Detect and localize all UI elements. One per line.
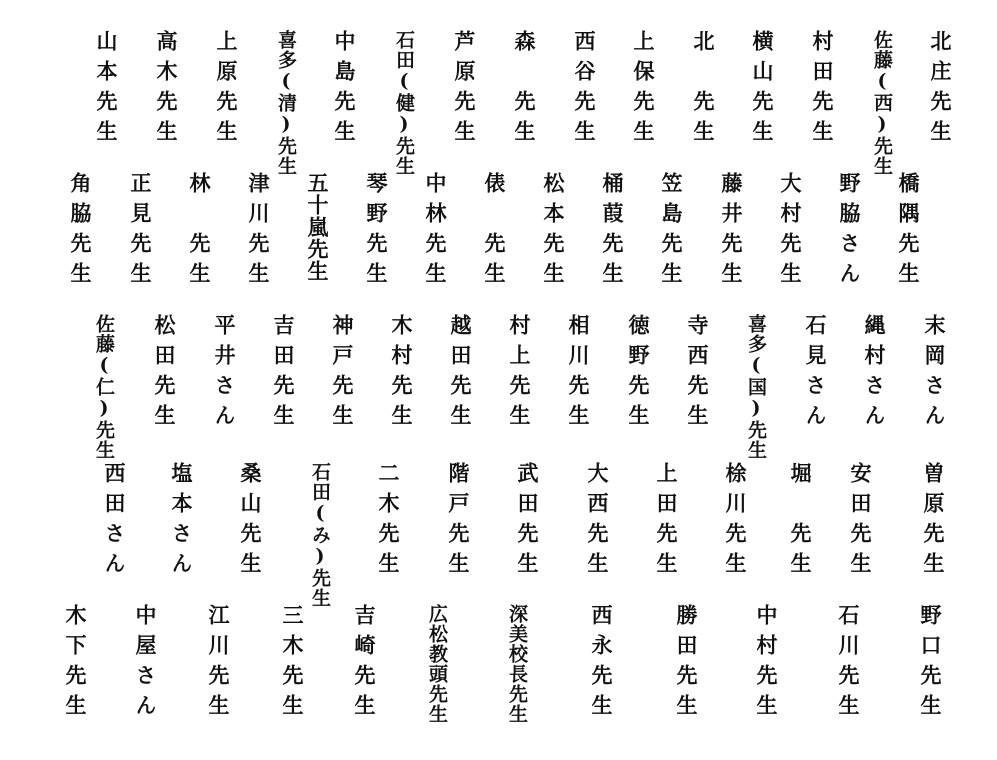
name-entry: 曽原先生 <box>921 462 946 582</box>
name-entry: 堀 先生 <box>788 462 813 582</box>
name-entry: 二木先生 <box>376 462 401 582</box>
name-entry: 上田先生 <box>654 462 679 582</box>
name-row-1 <box>0 30 997 176</box>
name-entry: 上保先生 <box>631 30 656 150</box>
name-entry: 梌川先生 <box>723 462 748 582</box>
name-entry: 西田さん <box>102 462 127 582</box>
name-entry: 五十嵐先生 <box>305 172 330 282</box>
name-entry: 村田先生 <box>810 30 835 150</box>
name-entry: 藤井先生 <box>719 172 744 292</box>
name-entry: 北 先生 <box>691 30 716 150</box>
name-entry: 縄村さん <box>862 314 887 434</box>
name-entry: 大西先生 <box>585 462 610 582</box>
name-entry: 佐藤(西)先生 <box>871 30 893 176</box>
name-entry: 江川先生 <box>206 604 231 724</box>
name-entry: 深美校長先生 <box>506 604 528 724</box>
name-entry: 野口先生 <box>918 604 943 724</box>
name-entry: 西谷先生 <box>572 30 597 150</box>
name-entry: 木下先生 <box>63 604 88 724</box>
name-entry: 村上先生 <box>507 314 532 434</box>
name-entry: 桑山先生 <box>238 462 263 582</box>
name-entry: 安田先生 <box>848 462 873 582</box>
name-entry: 中林先生 <box>423 172 448 292</box>
name-entry: 正見先生 <box>128 172 153 292</box>
name-entry: 橋隅先生 <box>896 172 921 292</box>
name-entry: 喜多(清)先生 <box>275 30 297 176</box>
name-entry: 石田(み)先生 <box>309 462 331 608</box>
name-entry: 相川先生 <box>566 314 591 434</box>
name-row-4 <box>0 462 997 608</box>
name-entry: 佐藤(仁)先生 <box>93 314 115 460</box>
name-entry: 平井さん <box>212 314 237 434</box>
name-entry: 寺西先生 <box>685 314 710 434</box>
name-entry: 林 先生 <box>187 172 212 292</box>
name-entry: 野脇さん <box>837 172 862 292</box>
name-entry: 越田先生 <box>448 314 473 434</box>
name-entry: 徳野先生 <box>626 314 651 434</box>
name-entry: 勝田先生 <box>674 604 699 724</box>
name-entry: 石田(健)先生 <box>393 30 415 176</box>
name-entry: 山本先生 <box>94 30 119 150</box>
name-entry: 塩本さん <box>169 462 194 582</box>
name-entry: 神戸先生 <box>330 314 355 434</box>
name-entry: 三木先生 <box>280 604 305 724</box>
name-entry: 上原先生 <box>214 30 239 150</box>
name-entry: 木村先生 <box>389 314 414 434</box>
name-entry: 津川先生 <box>246 172 271 292</box>
name-entry: 末岡さん <box>922 314 947 434</box>
name-entry: 芦原先生 <box>452 30 477 150</box>
name-entry: 松田先生 <box>152 314 177 434</box>
name-entry: 桶葭先生 <box>600 172 625 292</box>
name-entry: 武田先生 <box>515 462 540 582</box>
name-entry: 階戸先生 <box>446 462 471 582</box>
name-entry: 大村先生 <box>778 172 803 292</box>
name-entry: 笠島先生 <box>659 172 684 292</box>
name-entry: 中島先生 <box>332 30 357 150</box>
name-entry: 西永先生 <box>589 604 614 724</box>
name-entry: 吉崎先生 <box>352 604 377 724</box>
name-entry: 喜多(国)先生 <box>745 314 767 460</box>
name-entry: 琴野先生 <box>364 172 389 292</box>
name-entry: 石川先生 <box>836 604 861 724</box>
name-entry: 森 先生 <box>512 30 537 150</box>
name-entry: 吉田先生 <box>271 314 296 434</box>
name-entry: 角脇先生 <box>68 172 93 292</box>
name-entry: 広松教頭先生 <box>426 604 448 724</box>
name-row-2 <box>0 172 997 312</box>
name-entry: 北庄先生 <box>928 30 953 150</box>
name-row-5 <box>0 604 997 744</box>
name-entry: 中村先生 <box>754 604 779 724</box>
name-entry: 松本先生 <box>541 172 566 292</box>
name-entry: 俵 先生 <box>482 172 507 292</box>
name-entry: 高木先生 <box>154 30 179 150</box>
name-entry: 中屋さん <box>133 604 158 724</box>
name-row-3 <box>0 314 997 460</box>
name-entry: 横山先生 <box>750 30 775 150</box>
name-entry: 石見さん <box>803 314 828 434</box>
